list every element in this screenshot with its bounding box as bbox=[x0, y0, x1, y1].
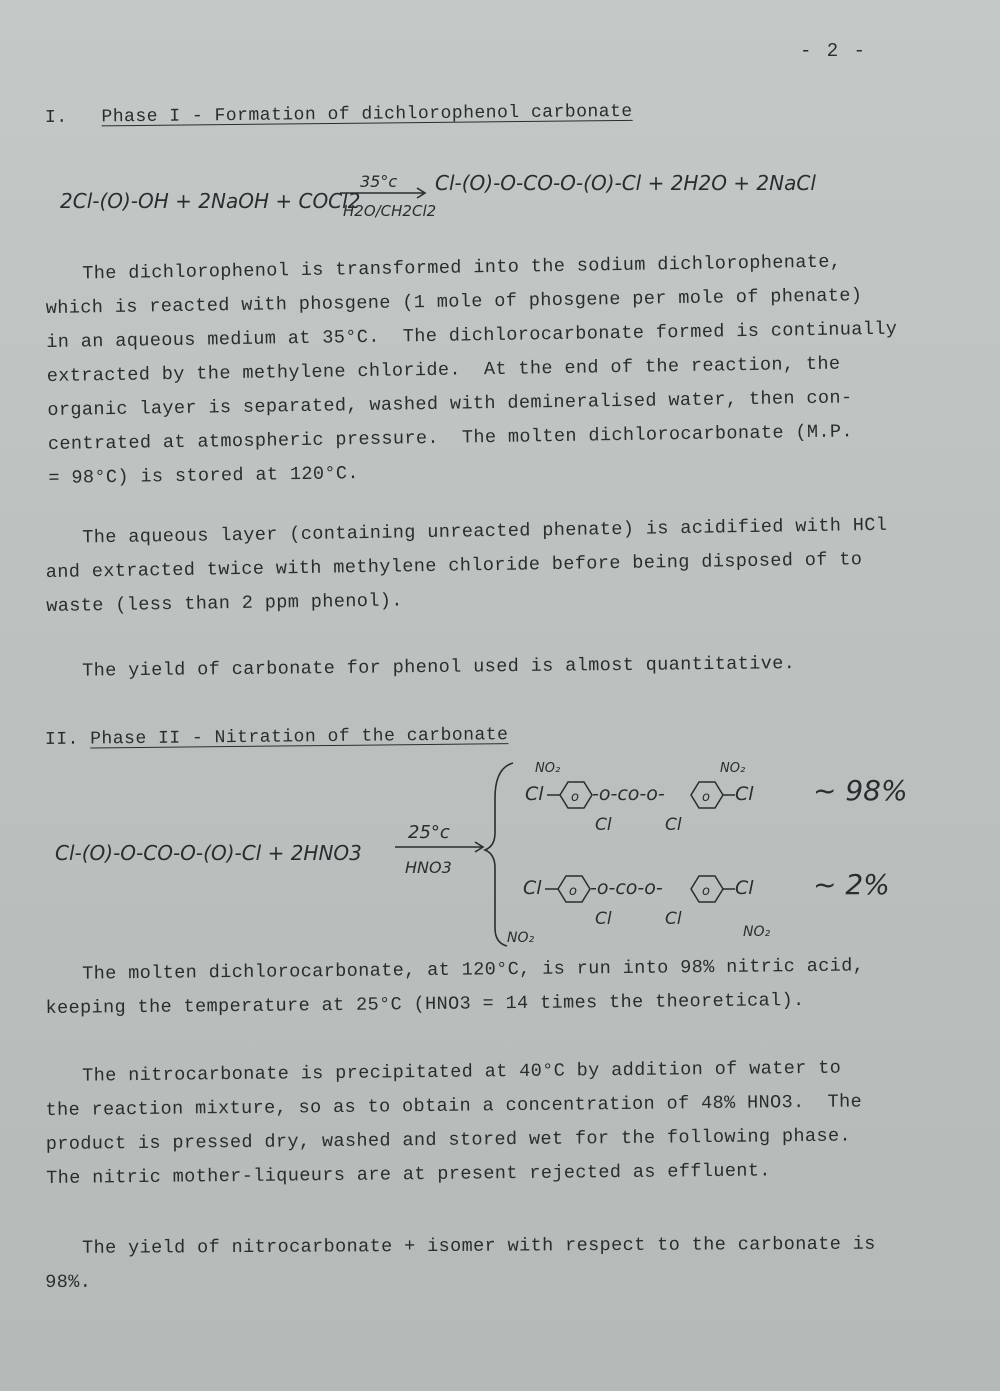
text-line: and extracted twice with methylene chloride before being disposed of to bbox=[45, 549, 863, 583]
section-1-paragraph-3 bbox=[45, 645, 970, 689]
text-line: keeping the temperature at 25°C (HNO3 = 14 times the theoretical). bbox=[45, 990, 805, 1019]
section-1-heading bbox=[45, 102, 633, 128]
svg-text:Cl: Cl bbox=[523, 877, 542, 899]
svg-text:Cl: Cl bbox=[665, 909, 682, 929]
section-2-paragraph-1 bbox=[45, 948, 971, 1026]
reaction-2-condition-bottom: HNO3 bbox=[405, 858, 452, 877]
reaction-2-reactants: Cl-(O)-O-CO-O-(O)-Cl + 2HNO3 bbox=[55, 841, 362, 865]
text-line: The dichlorophenol is transformed into the sodium dichlorophenate, bbox=[82, 251, 842, 285]
svg-text:NO₂: NO₂ bbox=[535, 761, 561, 776]
svg-text:Cl: Cl bbox=[525, 783, 544, 805]
section-2-title: Phase II - Nitration of the carbonate bbox=[90, 725, 509, 750]
text-line: waste (less than 2 ppm phenol). bbox=[46, 590, 404, 617]
svg-text:Cl: Cl bbox=[735, 877, 754, 899]
text-line: The nitrocarbonate is precipitated at 40°C by addition of water to bbox=[82, 1057, 842, 1087]
svg-text:o: o bbox=[569, 884, 577, 899]
section-2-paragraph-3 bbox=[45, 1227, 970, 1300]
section-1-paragraph-1 bbox=[45, 243, 974, 495]
text-line: the reaction mixture, so as to obtain a concentration of 48% HNO3. The bbox=[45, 1091, 863, 1121]
text-line: The yield of carbonate for phenol used is almost quantitative. bbox=[82, 653, 796, 682]
section-2-number: II. bbox=[44, 729, 80, 750]
major-product-yield: ~ 98% bbox=[813, 774, 908, 807]
reaction-1-products: Cl-(O)-O-CO-O-(O)-Cl + 2H2O + 2NaCl bbox=[435, 171, 816, 195]
page-number: - 2 - bbox=[800, 40, 868, 62]
svg-text:NO₂: NO₂ bbox=[743, 924, 771, 940]
reaction-1-condition-bottom: H2O/CH2Cl2 bbox=[343, 202, 437, 220]
svg-text:NO₂: NO₂ bbox=[507, 930, 535, 946]
text-line: which is reacted with phosgene (1 mole of phosgene per mole of phenate) bbox=[45, 285, 863, 319]
text-line: extracted by the methylene chloride. At the end of the reaction, the bbox=[46, 353, 841, 387]
reaction-2-condition-top: 25°c bbox=[408, 822, 450, 843]
svg-text:Cl: Cl bbox=[595, 909, 612, 929]
text-line: The yield of nitrocarbonate + isomer with respect to the carbonate is bbox=[82, 1233, 876, 1259]
text-line: in an aqueous medium at 35°C. The dichlorocarbonate formed is continually bbox=[46, 318, 898, 353]
section-1-paragraph-2 bbox=[45, 507, 971, 624]
text-line: The nitric mother-liqueurs are at present rejected as effluent. bbox=[46, 1160, 771, 1189]
reaction-1-diagram bbox=[55, 160, 835, 245]
svg-text:Cl: Cl bbox=[665, 815, 682, 835]
svg-text:o: o bbox=[702, 790, 710, 805]
minor-product-structure bbox=[507, 876, 770, 946]
reaction-2-diagram bbox=[55, 758, 935, 953]
text-line: centrated at atmospheric pressure. The molten dichlorocarbonate (M.P. bbox=[47, 421, 854, 455]
svg-text:-o-co-o-: -o-co-o- bbox=[590, 877, 663, 899]
major-product-structure bbox=[525, 761, 754, 835]
section-1-title: Phase I - Formation of dichlorophenol carbonate bbox=[101, 101, 633, 128]
reaction-1-reactants: 2Cl-(O)-OH + 2NaOH + COCl2 bbox=[60, 189, 361, 213]
svg-text:NO₂: NO₂ bbox=[720, 761, 746, 776]
minor-product-yield: ~ 2% bbox=[813, 868, 890, 901]
section-1-number: I. bbox=[44, 107, 68, 128]
svg-text:Cl: Cl bbox=[595, 815, 612, 835]
svg-text:Cl: Cl bbox=[735, 783, 754, 805]
svg-text:-o-co-o-: -o-co-o- bbox=[592, 783, 665, 805]
text-line: = 98°C) is stored at 120°C. bbox=[48, 463, 360, 489]
svg-text:o: o bbox=[702, 884, 710, 899]
text-line: organic layer is separated, washed with demineralised water, then con- bbox=[47, 387, 853, 421]
product-brace bbox=[485, 763, 513, 946]
text-line: The aqueous layer (containing unreacted phenate) is acidified with HCl bbox=[82, 514, 888, 549]
reaction-1-condition-top: 35°c bbox=[360, 172, 398, 191]
text-line: product is pressed dry, washed and stored wet for the following phase. bbox=[45, 1125, 852, 1155]
section-2-heading bbox=[45, 725, 509, 750]
svg-text:o: o bbox=[571, 790, 579, 805]
text-line: 98%. bbox=[45, 1271, 92, 1293]
text-line: The molten dichlorocarbonate, at 120°C, is run into 98% nitric acid, bbox=[82, 955, 865, 985]
section-2-paragraph-2 bbox=[45, 1050, 971, 1196]
